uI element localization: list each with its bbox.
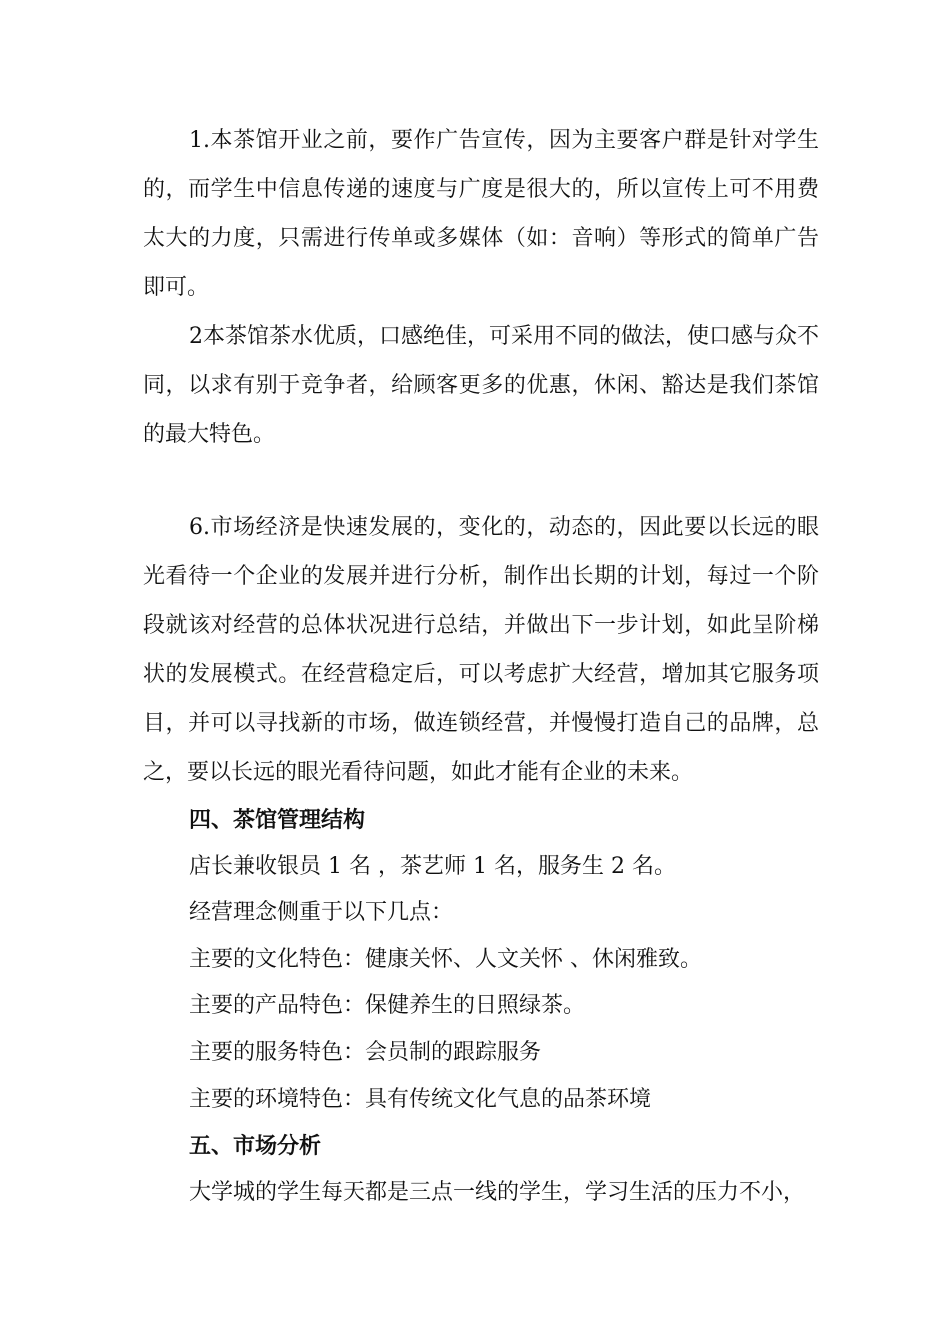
section-heading-management-structure: 四、茶馆管理结构: [189, 807, 366, 833]
product-feature-line: 主要的产品特色：保健养生的日照绿茶。: [189, 993, 586, 1019]
market-analysis-intro: 大学城的学生每天都是三点一线的学生，学习生活的压力不小，: [189, 1179, 806, 1205]
paragraph-gap: [143, 459, 819, 503]
section-heading-market-analysis: 五、市场分析: [189, 1133, 322, 1160]
paragraph-market-development: 6.市场经济是快速发展的，变化的，动态的，因此要以长远的眼光看待一个企业的发展并进行分析，制作出长期的计划，每过一个阶段就该对经营的总体状况进行总结，并做出下一步计划，如此呈阶梯状的发展模式。在经营稳定后，可以考虑扩大经营，增加其它服务项目，并可以寻找新的市场，做连锁经营，并慢慢打造自己的品牌，总之，要以长远的眼光看待问题，如此才能有企业的未来。: [143, 515, 819, 785]
environment-feature-line: 主要的环境特色：具有传统文化气息的品茶环境: [189, 1086, 652, 1112]
service-feature-line: 主要的服务特色：会员制的跟踪服务: [189, 1039, 542, 1065]
business-concept-intro: 经营理念侧重于以下几点：: [189, 900, 454, 926]
document-body: [143, 116, 819, 1216]
paragraph-advertising: 1.本茶馆开业之前，要作广告宣传，因为主要客户群是针对学生的，而学生中信息传递的速度与广度是很大的，所以宣传上可不用费太大的力度，只需进行传单或多媒体（如：音响）等形式的简单广告即可。: [143, 128, 819, 300]
staff-line: 店长兼收银员 1 名 ，茶艺师 1 名，服务生 2 名。: [189, 853, 676, 879]
paragraph-tea-quality: 2本茶馆茶水优质，口感绝佳，可采用不同的做法，使口感与众不同，以求有别于竞争者，给顾客更多的优惠，休闲、豁达是我们茶馆的最大特色。: [143, 324, 819, 447]
cultural-feature-line: 主要的文化特色：健康关怀、人文关怀 、休闲雅致。: [189, 946, 702, 972]
